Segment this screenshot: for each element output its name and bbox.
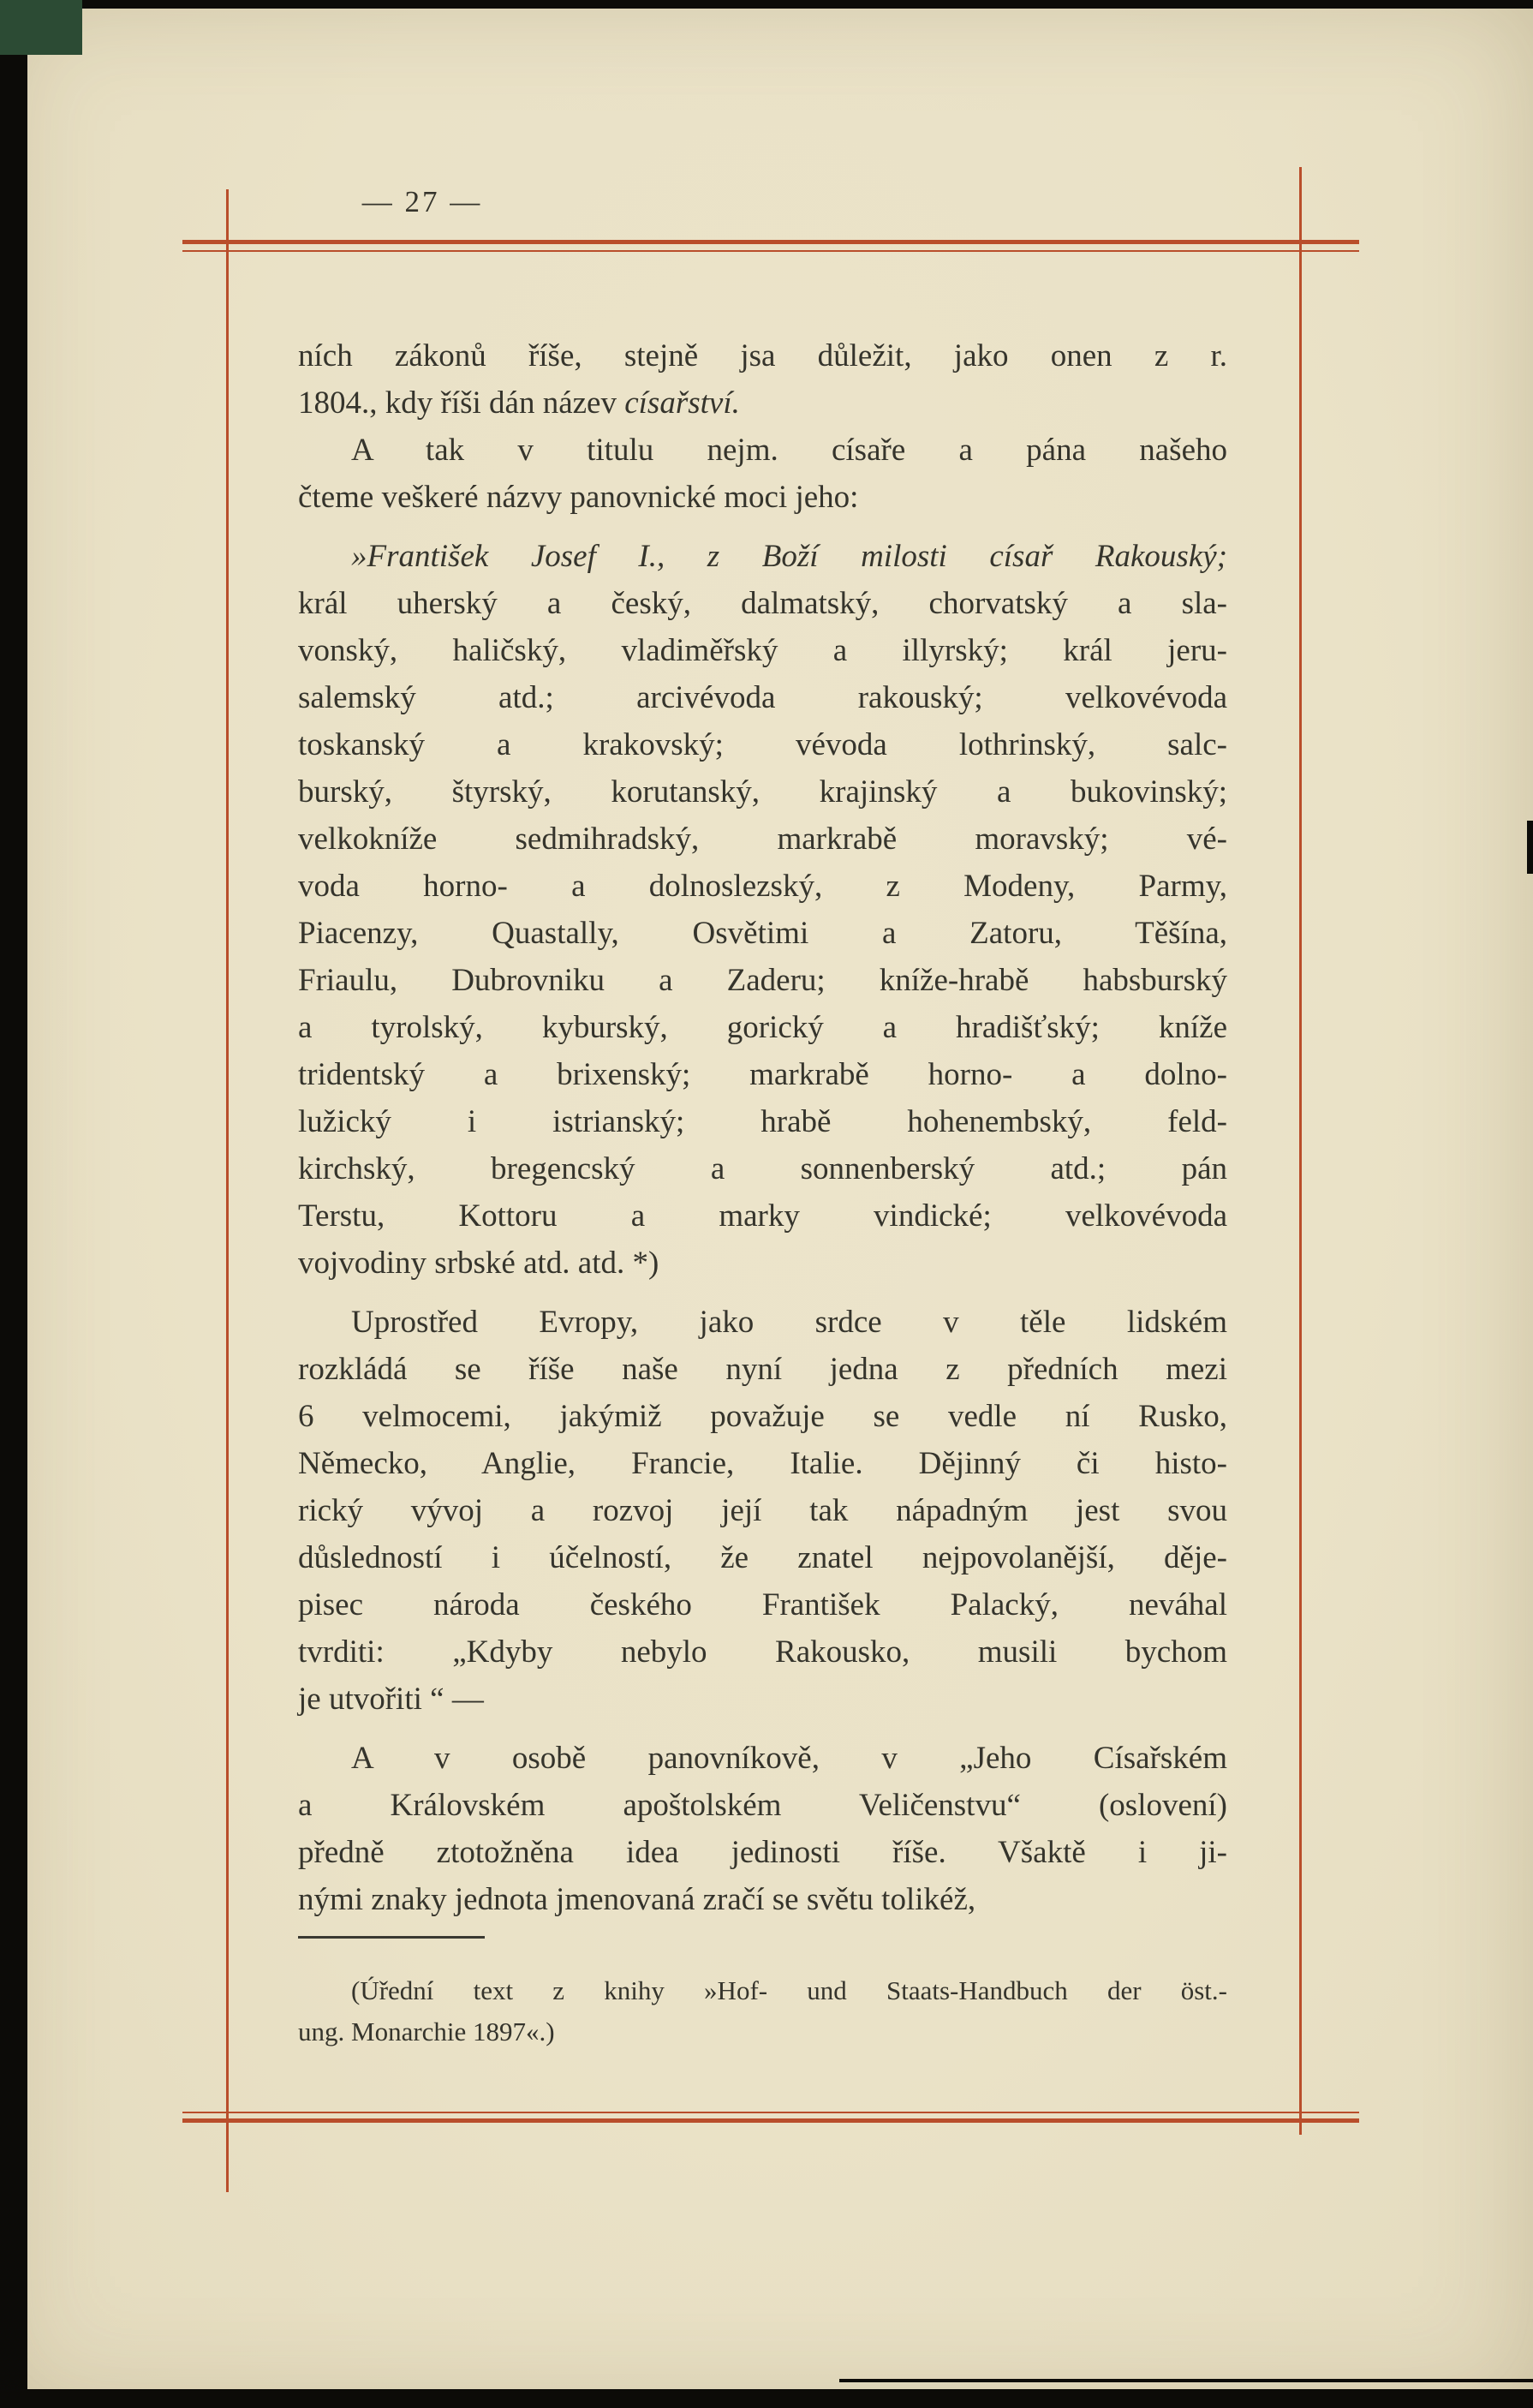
text-line: Terstu, Kottoru a marky vindické; velkovévoda	[298, 1198, 1227, 1234]
paragraph	[298, 1970, 1227, 2052]
ruled-border-right	[1299, 167, 1302, 2135]
paragraph	[298, 1735, 1227, 1923]
text-line: pisec národa českého František Palacký, neváhal	[298, 1587, 1227, 1622]
text-line: 6 velmocemi, jakýmiž považuje se vedle ní Rusko,	[298, 1399, 1227, 1434]
scan-edge-top	[0, 0, 1533, 9]
text-line: král uherský a český, dalmatský, chorvatský a sla-	[298, 586, 1227, 621]
text-line: tvrditi: „Kdyby nebylo Rakousko, musili bychom	[298, 1634, 1227, 1670]
text-line: toskanský a krakovský; vévoda lothrinský, salc-	[298, 727, 1227, 762]
footnote-separator	[298, 1936, 485, 1939]
text-line: A tak v titulu nejm. císaře a pána našeho	[351, 433, 1227, 468]
paragraph	[298, 332, 1227, 427]
text-line	[298, 533, 1227, 580]
text-line: a tyrolský, kyburský, gorický a hradišťský; kníže	[298, 1010, 1227, 1045]
text-segment-italic: císařství.	[624, 385, 740, 421]
text-line: rozkládá se říše naše nyní jedna z předních mezi	[298, 1352, 1227, 1387]
text-line: tridentský a brixenský; markrabě horno- a dolno-	[298, 1057, 1227, 1092]
scan-edge-left	[0, 0, 27, 2408]
text-line: voda horno- a dolnoslezský, z Modeny, Parmy,	[298, 869, 1227, 904]
text-line: vonský, haličský, vladiměřský a illyrský; král jeru-	[298, 633, 1227, 668]
paragraph	[298, 1299, 1227, 1723]
scan-edge-bottom	[0, 2389, 1533, 2408]
text-line: velkokníže sedmihradský, markrabě moravský; vé-	[298, 822, 1227, 857]
text-line: salemský atd.; arcivévoda rakouský; velkovévoda	[298, 680, 1227, 715]
text-line: nými znaky jednota jmenovaná zračí se světu tolikéž,	[298, 1882, 976, 1917]
text-line: rický vývoj a rozvoj její tak nápadným jest svou	[298, 1493, 1227, 1528]
text-line: Piacenzy, Quastally, Osvětimi a Zatoru, Těšína,	[298, 916, 1227, 951]
text-line: (Úřední text z knihy »Hof- und Staats-Handbuch der öst.-	[351, 1975, 1227, 2005]
text-block	[298, 332, 1227, 1923]
ruled-border-bottom-thick	[182, 2118, 1359, 2123]
page-number: — 27 —	[361, 185, 483, 218]
scan-corner-artifact	[0, 0, 82, 55]
text-line: předně ztotožněna idea jedinosti říše. Všaktě i ji-	[298, 1835, 1227, 1870]
text-line: ních zákonů říše, stejně jsa důležit, jako onen z r.	[298, 338, 1227, 373]
scan-artifact-right	[1527, 821, 1533, 874]
text-line: 1804., kdy říši dán název císařství.	[298, 385, 740, 421]
paragraph	[298, 533, 1227, 1287]
text-line: Uprostřed Evropy, jako srdce v těle lidském	[351, 1305, 1227, 1340]
text-line: důsledností i účelností, že znatel nejpovolanější, děje-	[298, 1540, 1227, 1575]
text-line: je utvořiti “ —	[298, 1682, 484, 1717]
ruled-border-top-thick	[182, 240, 1359, 244]
text-line: Friaulu, Dubrovniku a Zaderu; kníže-hrabě habsburský	[298, 963, 1227, 998]
text-line: kirchský, bregencský a sonnenberský atd.; pán	[298, 1151, 1227, 1186]
paragraph	[298, 427, 1227, 521]
text-segment-italic: »František Josef I., z Boží milosti císař Rakouský;	[351, 539, 1227, 574]
footnote	[298, 1970, 1227, 2052]
text-line: burský, štyrský, korutanský, krajinský a bukovinský;	[298, 774, 1227, 810]
text-line: a Královském apoštolském Veličenstvu“ (oslovení)	[298, 1788, 1227, 1823]
ruled-border-bottom-thin	[182, 2112, 1359, 2113]
text-line: ung. Monarchie 1897«.)	[298, 2017, 555, 2047]
text-line: Německo, Anglie, Francie, Italie. Dějinný či histo-	[298, 1446, 1227, 1481]
ruled-border-top-thin	[182, 250, 1359, 252]
text-line: A v osobě panovníkově, v „Jeho Císařském	[351, 1741, 1227, 1776]
ruled-border-left	[226, 189, 229, 2192]
scan-edge-bottom-line	[839, 2379, 1533, 2382]
text-line: lužický i istrianský; hrabě hohenembský, feld-	[298, 1104, 1227, 1139]
text-line: vojvodiny srbské atd. atd. *)	[298, 1246, 659, 1281]
text-line: čteme veškeré názvy panovnické moci jeho:	[298, 480, 859, 515]
